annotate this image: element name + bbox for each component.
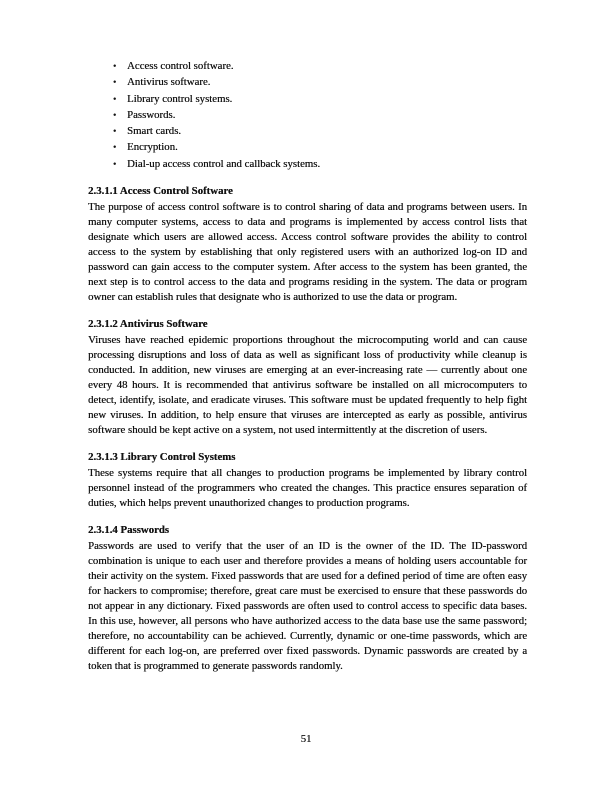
list-item-text: Smart cards. [127, 125, 181, 138]
list-item [113, 107, 527, 123]
list-item-text: Encryption. [127, 141, 178, 154]
bullet-icon: • [113, 142, 117, 153]
bullet-icon: • [113, 77, 117, 88]
section-access-control-software [88, 184, 527, 305]
page-number: 51 [300, 733, 312, 745]
list-item-text: Dial-up access control and callback systems. [127, 157, 321, 170]
section-body: These systems require that all changes to production programs be implemented by library control personnel instead of the programmers who created the changes. This practice ensures separation of duties, which helps prevent unauthorized changes to production programs. [88, 467, 527, 510]
bullet-icon: • [113, 61, 117, 71]
section-body: The purpose of access control software is to control sharing of data and programs between users. In many computer systems, access to data and programs is implemented by access control lists that designate which users are allowed access. Access control software provides the ability to control access to the system by establishing that only registered users with an authorized log-on ID and password can gain access to the computer system. After access to the system has been granted, the next step is to control access to the data and programs residing in the system. The data or program owner can establish rules that designate who is authorized to use the data or program. [88, 201, 527, 304]
section-body: Passwords are used to verify that the user of an ID is the owner of the ID. The ID-password combination is unique to each user and therefore provides a means of holding users accountable for their activity on the system. Fixed passwords that are used for a defined period of time are often easy for hackers to compromise; therefore, great care must be exercised to ensure that these passwords do not appear in any dictionary. Fixed passwords are often used to control access to specific data bases. In this use, however, all persons who have authorized access to the data base use the same password; therefore, no accountability can be achieved. Currently, dynamic or one-time passwords, which are different for each log-on, are preferred over fixed passwords. Dynamic passwords are created by a token that is programmed to generate passwords randomly. [88, 540, 527, 673]
list-item-text: Library control systems. [127, 92, 233, 105]
bullet-icon: • [113, 109, 117, 120]
list-item-text: Access control software. [127, 60, 234, 72]
section-heading: 2.3.1.4 Passwords [88, 524, 169, 537]
list-item-text: Antivirus software. [127, 76, 211, 89]
bullet-icon: • [113, 93, 117, 104]
list-item [113, 156, 527, 172]
section-heading: 2.3.1.2 Antivirus Software [88, 318, 208, 331]
list-item-text: Passwords. [127, 108, 176, 121]
section-heading: 2.3.1.3 Library Control Systems [88, 451, 236, 464]
section-antivirus-software [88, 317, 527, 438]
list-item [113, 123, 527, 139]
section-heading: 2.3.1.1 Access Control Software [88, 185, 233, 198]
list-item [113, 58, 527, 74]
section-library-control-systems [88, 450, 527, 511]
list-item [113, 91, 527, 107]
bullet-icon: • [113, 126, 117, 137]
section-passwords [88, 523, 527, 674]
list-item [113, 74, 527, 90]
bullet-icon: • [113, 158, 117, 169]
list-item [113, 139, 527, 155]
bullet-list [88, 58, 527, 172]
section-body: Viruses have reached epidemic proportions throughout the microcomputing world and can cause processing disruptions and loss of data as well as significant loss of productivity while cleanup is conducted. In addition, new viruses are emerging at an ever-increasing rate — currently about one every 48 hours. It is recommended that antivirus software be installed on all microcomputers to detect, identify, isolate, and eradicate viruses. This software must be updated frequently to help fight new viruses. In addition, to help ensure that viruses are intercepted as early as possible, antivirus software should be kept active on a system, not used intermittently at the discretion of users. [88, 334, 527, 437]
